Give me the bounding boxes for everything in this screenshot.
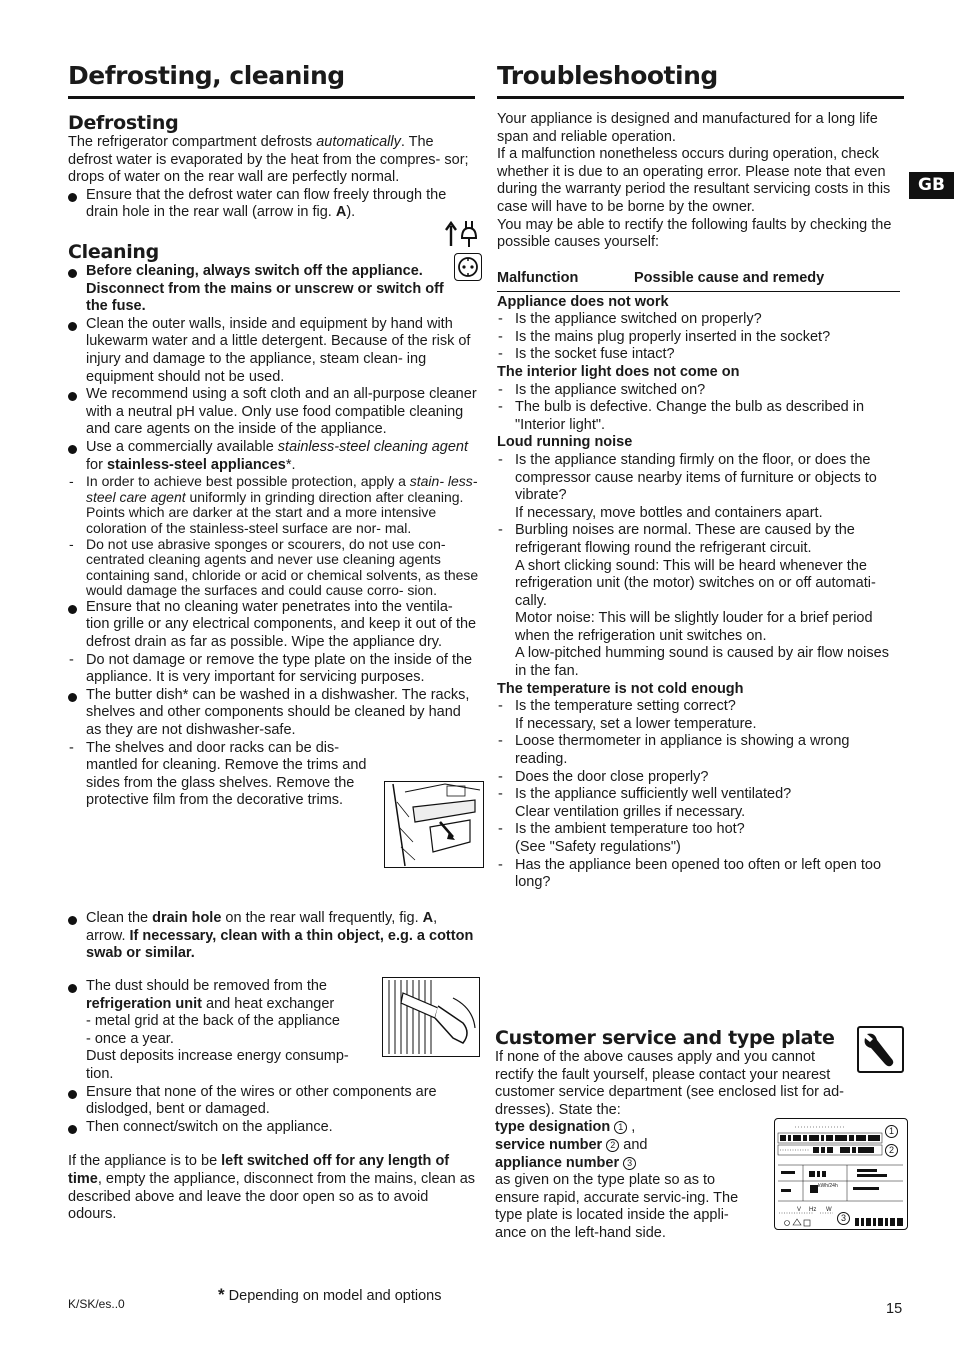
type-designation-line: type designation 1 ,	[495, 1119, 636, 1136]
table-row: - Is the appliance switched on?	[497, 382, 900, 400]
dust-line-energy: Dust deposits increase energy consump- tion.	[86, 1048, 349, 1082]
plate-marker-3: 3	[837, 1212, 850, 1225]
customer-service-paragraph: If none of the above causes apply and you cannot rectify the fault yourself, please contact your nearest customer service department (see enclosed list for ad- dresses). State the:	[495, 1049, 844, 1118]
table-row-continued: If necessary, set a lower temperature.	[515, 715, 757, 732]
table-row-continued: If necessary, move bottles and containers apart.	[515, 504, 823, 521]
plate-marker-2: 2	[885, 1144, 898, 1157]
cleaning-dash-care-agent: - In order to achieve best possible protection, apply a stain- less-steel care agent uniformly in grinding direction after cleaning. Points which are darker at the start and a more intensive coloration of the stainless-steel surface are nor- mal.	[68, 474, 480, 536]
plate-w-label: W	[826, 1207, 832, 1213]
table-row-continued: Clear ventilation grilles if necessary.	[515, 803, 746, 820]
dust-line-metal-grid: - metal grid at the back of the appliance	[86, 1013, 340, 1030]
footer-code: K/SK/es..0	[68, 1297, 125, 1311]
left-column	[68, 60, 475, 99]
shelf-removal-figure	[384, 781, 484, 868]
plate-hz-label: Hz	[809, 1207, 817, 1213]
table-row: - The bulb is defective. Change the bulb as described in "Interior light".	[497, 399, 900, 434]
table-row: - Is the temperature setting correct?	[497, 698, 900, 716]
defrosting-heading: Defrosting	[68, 112, 179, 134]
group-heading: Appliance does not work	[497, 293, 669, 310]
cleaning-heading: Cleaning	[68, 241, 159, 263]
table-row: - Is the socket fuse intact?	[497, 346, 900, 364]
cleaning-bullet-ventilation: Ensure that no cleaning water penetrates into the ventila- tion grille or any electrical components, and keep it out of the defrost drain as far as possible. Wipe the appliance dry.	[68, 599, 480, 652]
table-row: - Loose thermometer in appliance is showing a wrong reading.	[497, 733, 900, 768]
cleaning-bullet-butter-dish: The butter dish* can be washed in a dishwasher. The racks, shelves and other components should be cleaned by hand as they are not dishwasher-safe.	[68, 687, 480, 740]
switched-off-paragraph: If the appliance is to be left switched off for any length of time, empty the appliance, disconnect from the mains, clean as described above and leave the door open so as to avoid odours.	[68, 1153, 476, 1223]
brush-cleaning-figure	[382, 977, 480, 1057]
type-plate-paragraph: as given on the type plate so as to ensure rapid, accurate servic-ing. The type plate is located inside the appli- ance on the left-hand side.	[495, 1172, 739, 1241]
cleaning-bullet-soft-cloth: We recommend using a soft cloth and an all-purpose cleaner with a neutral pH value. Only use food compatible cleaning and care agents on the inside of the appliance.	[68, 386, 480, 439]
table-row-continued: A low-pitched humming sound is caused by air flow noises in the fan.	[515, 645, 889, 680]
cleaning-section	[68, 241, 480, 810]
group-heading: Loud running noise	[497, 434, 633, 451]
drain-hole-section	[68, 910, 480, 963]
language-tab: GB	[909, 172, 954, 199]
cleaning-bullet-wires: Ensure that none of the wires or other components are dislodged, bent or damaged.	[68, 1084, 480, 1119]
cleaning-bullet-stainless: Use a commercially available stainless-steel cleaning agent for stainless-steel appliances*.	[68, 439, 480, 474]
wrench-icon	[857, 1026, 904, 1073]
cleaning-dash-shelves: - The shelves and door racks can be dis- mantled for cleaning. Remove the trims and sides from the glass shelves. Remove the protective film from the decorative trims.	[68, 740, 378, 810]
cleaning-dash-type-plate: - Do not damage or remove the type plate on the inside of the appliance. It is very important for servicing purposes.	[68, 652, 480, 687]
table-row: - Does the door close properly?	[497, 769, 900, 787]
intro-paragraph-1: Your appliance is designed and manufactured for a long life span and reliable operation.	[497, 111, 878, 145]
group-heading: The interior light does not come on	[497, 363, 740, 380]
cleaning-bullet-safety: Before cleaning, always switch off the appliance. Disconnect from the mains or unscrew or switch off the fuse.	[68, 263, 446, 316]
plate-kwh-label: kWh/24h	[818, 1183, 838, 1189]
cleaning-bullet-outer-walls: Clean the outer walls, inside and equipment by hand with lukewarm water and a little detergent. Because of the risk of injury and damage to the appliance, steam clean- ing equipment should not be used.	[68, 316, 480, 386]
table-header	[497, 270, 900, 292]
plate-marker-1: 1	[885, 1125, 898, 1138]
table-row: - Is the ambient temperature too hot?	[497, 821, 900, 839]
table-row: - Is the mains plug properly inserted in the socket?	[497, 329, 900, 347]
service-number-line: service number 2 and	[495, 1136, 648, 1153]
table-row-continued: A short clicking sound: This will be heard whenever the refrigeration unit (the motor) switches on or off automati- cally.	[515, 557, 876, 609]
troubleshooting-intro	[497, 111, 902, 252]
type-plate-figure	[774, 1118, 908, 1230]
group-heading: The temperature is not cold enough	[497, 680, 744, 697]
page-title-left: Defrosting, cleaning	[68, 60, 475, 99]
cleaning-bullet-dust: The dust should be removed from the refrigeration unit and heat exchanger	[68, 978, 376, 1013]
page-title-right: Troubleshooting	[497, 60, 904, 99]
table-row: - Is the appliance switched on properly?	[497, 311, 900, 329]
plate-v-label: V	[797, 1207, 802, 1213]
cleaning-dash-abrasive: - Do not use abrasive sponges or scourers, do not use con- centrated cleaning agents and never use cleaning agents containing sand, chloride or acid or chemical solvents, as these would damage the surfaces and could cause corro- sion.	[68, 537, 480, 599]
dust-line-once-year: - once a year.	[86, 1030, 174, 1047]
table-row: - Burbling noises are normal. These are caused by the refrigerant flowing round the refrigerant circuit.	[497, 522, 900, 557]
page-number: 15	[886, 1301, 903, 1317]
column-malfunction: Malfunction	[497, 270, 579, 286]
defrosting-section	[68, 112, 478, 222]
right-column	[497, 60, 904, 99]
customer-service-heading: Customer service and type plate	[495, 1027, 835, 1049]
malfunction-table	[497, 270, 900, 892]
cleaning-bullet-drain-hole: Clean the drain hole on the rear wall frequently, fig. A, arrow. If necessary, clean with a thin object, e.g. a cotton swab or similar.	[68, 910, 480, 963]
table-row: - Is the appliance sufficiently well ventilated?	[497, 786, 900, 804]
footer-note: * Depending on model and options	[218, 1285, 442, 1304]
cleaning-bullet-reconnect: Then connect/switch on the appliance.	[68, 1119, 480, 1137]
appliance-number-line: appliance number 3	[495, 1155, 855, 1173]
column-cause: Possible cause and remedy	[634, 270, 825, 286]
table-row-continued: (See "Safety regulations")	[515, 839, 681, 855]
intro-paragraph-2: If a malfunction nonetheless occurs during operation, check whether it is due to an operating error. Please note that even during the warranty period the resultant servicing costs in this case will have to be borne by the owner.	[497, 146, 891, 215]
defrosting-bullet: Ensure that the defrost water can flow freely through the drain hole in the rear wall (arrow in fig. A).	[68, 187, 478, 222]
defrosting-paragraph: The refrigerator compartment defrosts automatically. The defrost water is evaporated by the heat from the compres- sor; drops of water on the rear wall are perfectly normal.	[68, 134, 469, 186]
table-row: - Has the appliance been opened too often or left open too long?	[497, 857, 900, 892]
table-row-continued: Motor noise: This will be slightly louder for a brief period when the refrigeration unit switches on.	[515, 610, 873, 644]
intro-paragraph-3: You may be able to rectify the following faults by checking the possible causes yourself:	[497, 216, 892, 251]
table-row: - Is the appliance standing firmly on the floor, or does the compressor cause nearby items of furniture or objects to vibrate?	[497, 452, 900, 505]
